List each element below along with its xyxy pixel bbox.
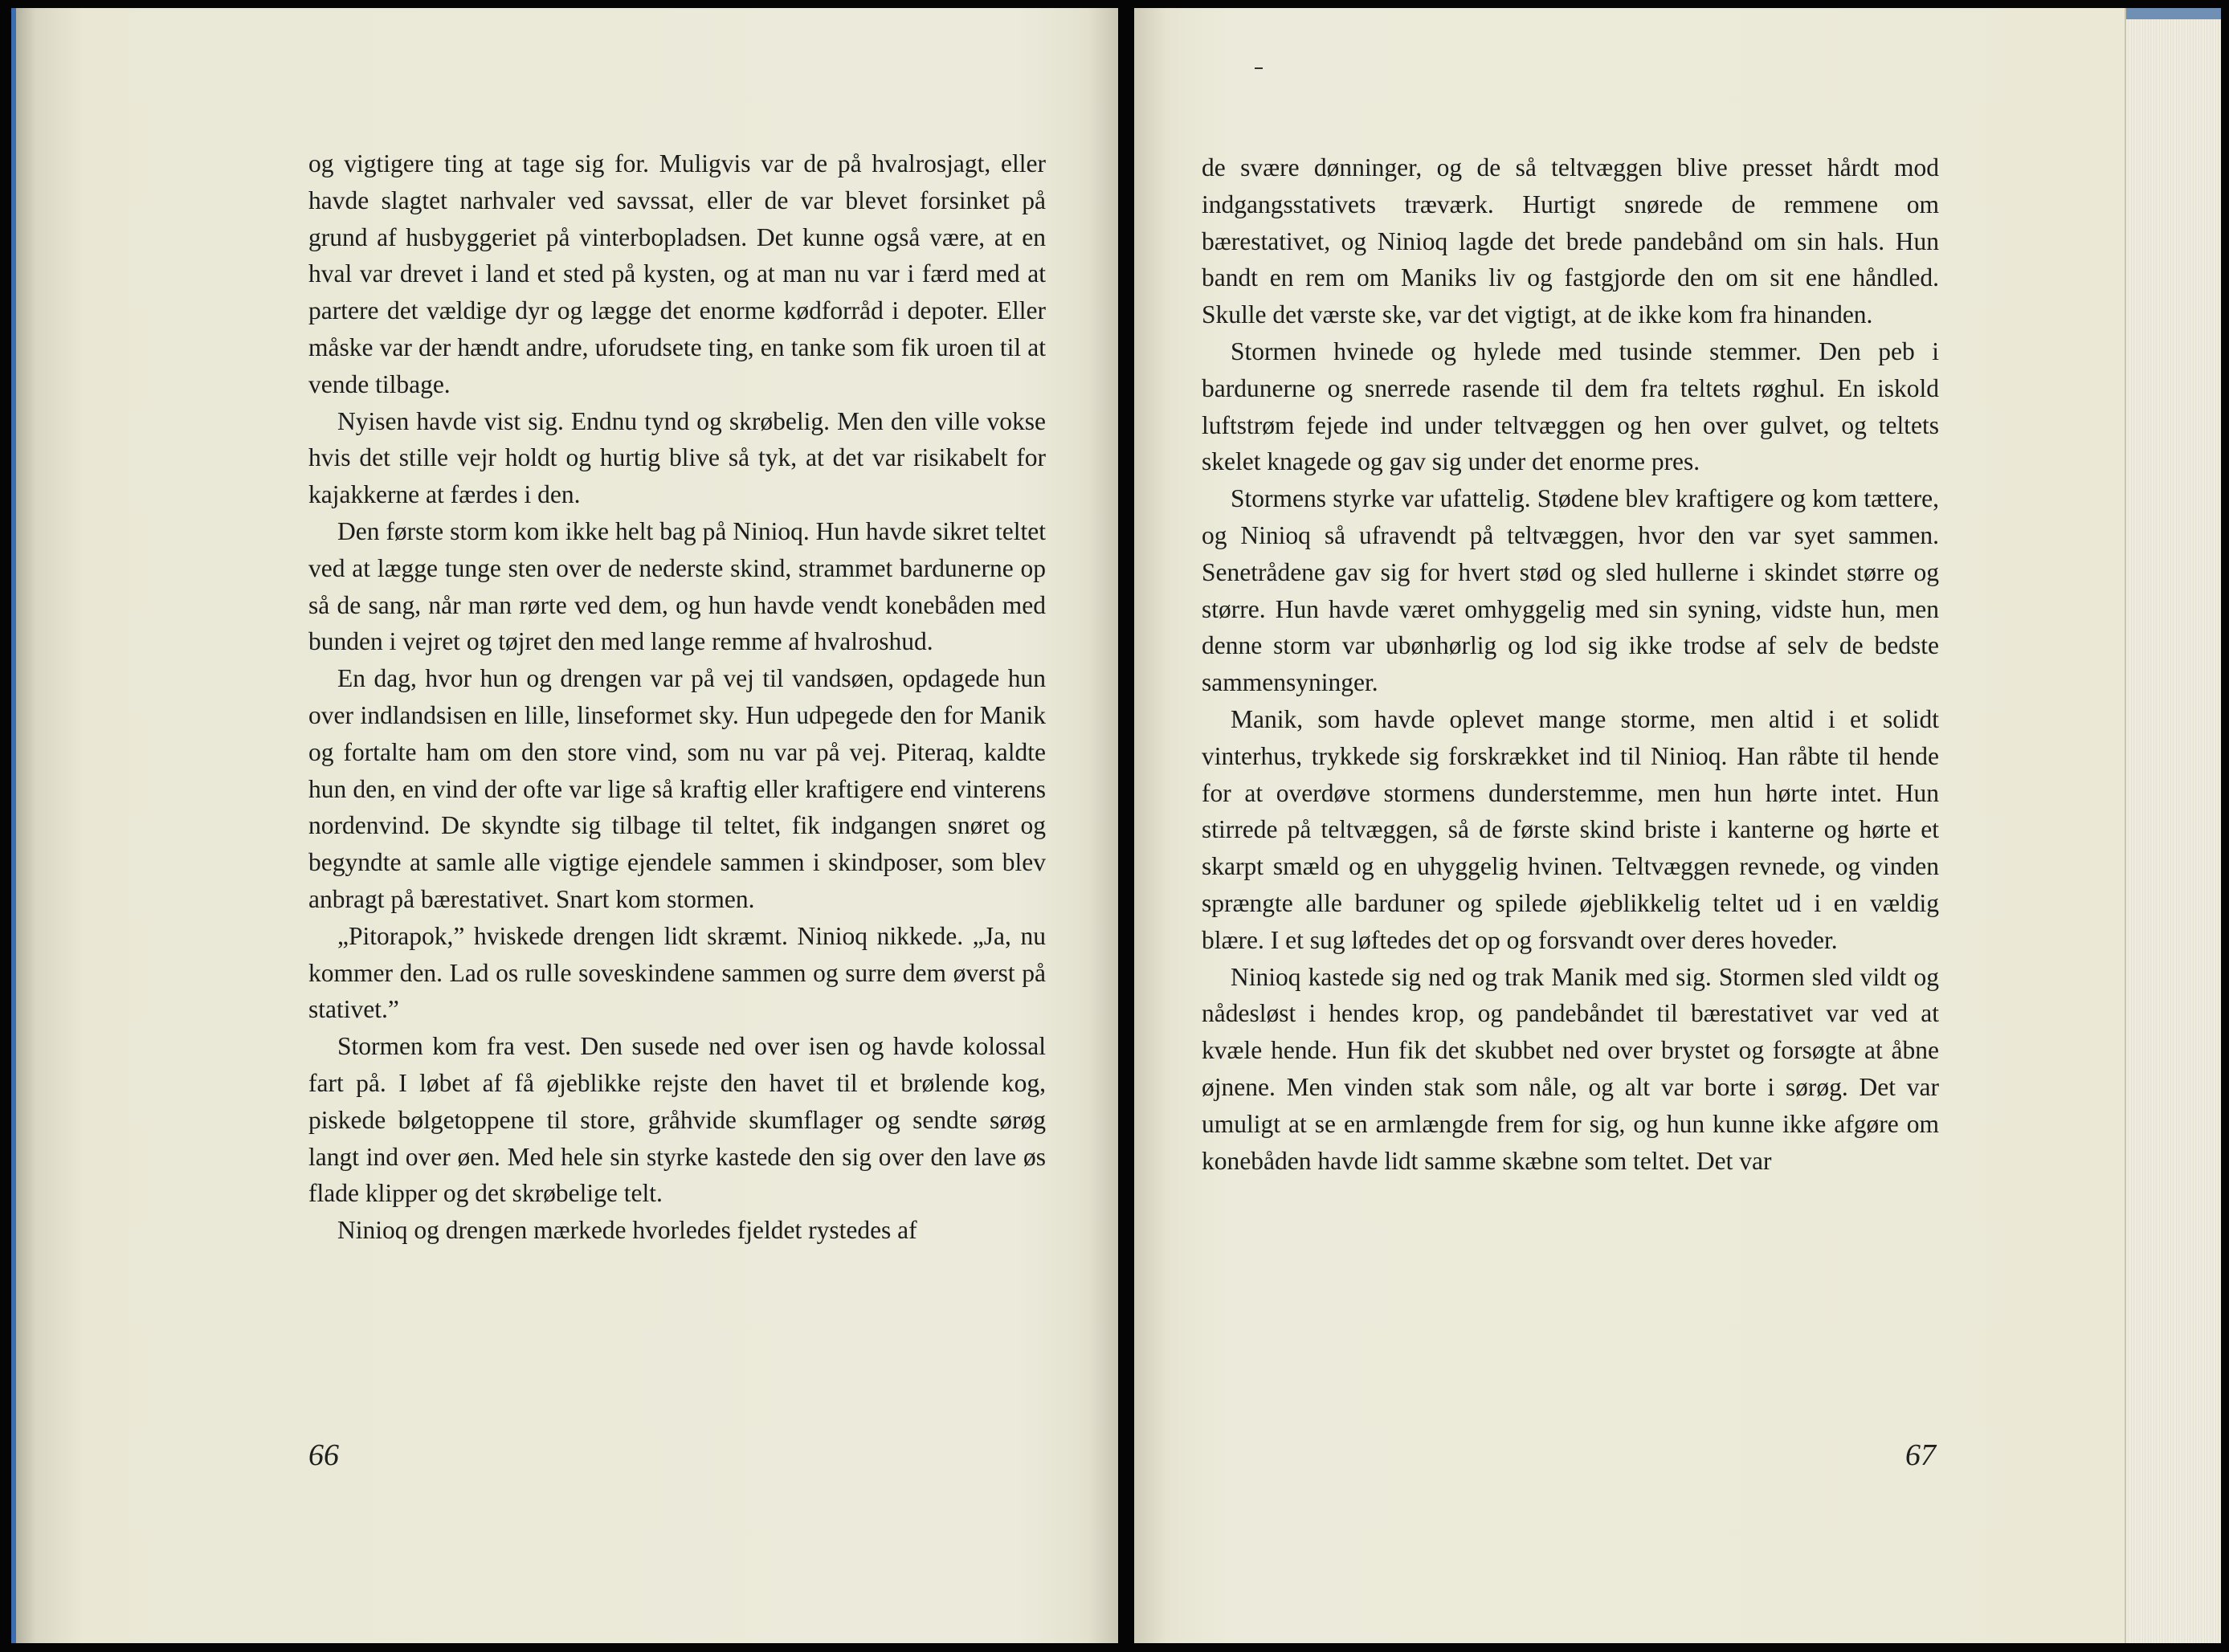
- page-number: 67: [1905, 1438, 1936, 1472]
- paragraph: En dag, hvor hun og drengen var på vej til vandsøen, opdagede hun over indlandsisen en lille, linseformet sky. Hun udpegede den for Manik og fortalte ham om den store vind, som nu var på vej. Piteraq, kaldte hun den, en vind der ofte var lige så kraftig eller kraftigere end vinterens nordenvind. De skyndte sig tilbage til teltet, fik indgangen snøret og begyndte at samle alle vigtige ejendele sammen i skindposer, som blev anbragt på bærestativet. Snart kom stormen.: [308, 664, 1046, 913]
- paragraph: Nyisen havde vist sig. Endnu tynd og skrøbelig. Men den ville vokse hvis det stille vejr holdt og hurtig blive så tyk, at det var risikabelt for kajakkerne at færdes i den.: [308, 406, 1046, 509]
- left-page: [11, 8, 1118, 1643]
- paragraph: Stormen hvinede og hylede med tusinde stemmer. Den peb i bardunerne og snerrede rasende til dem fra teltets røghul. En iskold luftstrøm fejede ind under teltvæggen og hen over gulvet, og teltets skelet knagede og gav sig under det enorme pres.: [1202, 337, 1939, 476]
- paragraph: Stormen kom fra vest. Den susede ned over isen og havde kolossal fart på. I løbet af få øjeblikke rejste den havet til et brølende kog, piskede bølgetoppene til store, gråhvide skumflager og sendte sørøg langt ind over øen. Med hele sin styrke kastede den sig over den lave øs flade klipper og det skrøbelige telt.: [308, 1032, 1046, 1208]
- ink-speck: [1255, 67, 1263, 69]
- right-page-text: [1202, 149, 1939, 1179]
- page-number: 66: [308, 1438, 339, 1472]
- paragraph: Ninioq og drengen mærkede hvorledes fjeldet rystedes af: [337, 1216, 917, 1245]
- paragraph: Manik, som havde oplevet mange storme, men altid i et solidt vinterhus, trykkede sig forskrækket ind til Ninioq. Han råbte til hende for at overdøve stormens dunderstemme, men hun hørte intet. Hun stirrede på teltvæggen, så de første skind briste i kanterne og hørte et skarpt smæld og en uhyggelig hvinen. Teltvæggen revnede, og vinden sprængte alle barduner og spilede øjeblikkelig teltet ud i en vældig blære. I et sug løftedes det op og forsvandt over deres hoveder.: [1202, 704, 1939, 954]
- paragraph: Den første storm kom ikke helt bag på Ninioq. Hun havde sikret teltet ved at lægge tunge sten over de nederste skind, strammet bardunerne op så de sang, når man rørte ved dem, og hun havde vendt konebåden med bunden i vejret og tøjret den med lange remme af hvalroshud.: [308, 516, 1046, 656]
- left-page-text: [308, 145, 1046, 1249]
- right-page: [1134, 8, 2189, 1643]
- paragraph: Ninioq kastede sig ned og trak Manik med sig. Stormen sled vildt og nådesløst i hendes krop, og pandebåndet til bærestativet var ved at kvæle hende. Hun fik det skubbet ned over brystet og forsøgte at åbne øjnene. Men vinden stak som nåle, og alt var borte i sørøg. Det var umuligt at se en armlængde frem for sig, og hun kunne ikke afgøre om konebåden havde lidt samme skæbne som teltet. Det var: [1202, 962, 1939, 1175]
- book-page-edges: [2125, 8, 2221, 1643]
- paragraph: „Pitorapok,” hviskede drengen lidt skræmt. Ninioq nikkede. „Ja, nu kommer den. Lad os rulle soveskindene sammen og surre dem øverst på stativet.”: [308, 921, 1046, 1024]
- paragraph: og vigtigere ting at tage sig for. Muligvis var de på hvalrosjagt, eller havde slagtet narhvaler ved savssat, eller de var blevet forsinket på grund af husbyggeriet på vinterbopladsen. Det kunne også være, at en hval var drevet i land et sted på kysten, og at man nu var i færd med at partere det vældige dyr og lægge det enorme kødforråd i depoter. Eller måske var der hændt andre, uforudsete ting, en tanke som fik uroen til at vende tilbage.: [308, 149, 1046, 398]
- paragraph: Stormens styrke var ufattelig. Stødene blev kraftigere og kom tættere, og Ninioq så ufravendt på teltvæggen, hvor den var syet sammen. Senetrådene gav sig for hvert stød og sled hullerne i skindet større og større. Hun havde været omhyggelig med sin syning, vidste hun, men denne storm var ubønhørlig og lod sig ikke trodse af selv de bedste sammensyninger.: [1202, 484, 1939, 697]
- paragraph: de svære dønninger, og de så teltvæggen blive presset hårdt mod indgangsstativets træværk. Hurtigt snørede de remmene om bærestativet, og Ninioq lagde det brede pandebånd om sin hals. Hun bandt en rem om Maniks liv og fastgjorde den om sit ene håndled. Skulle det værste ske, var det vigtigt, at de ikke kom fra hinanden.: [1202, 153, 1939, 329]
